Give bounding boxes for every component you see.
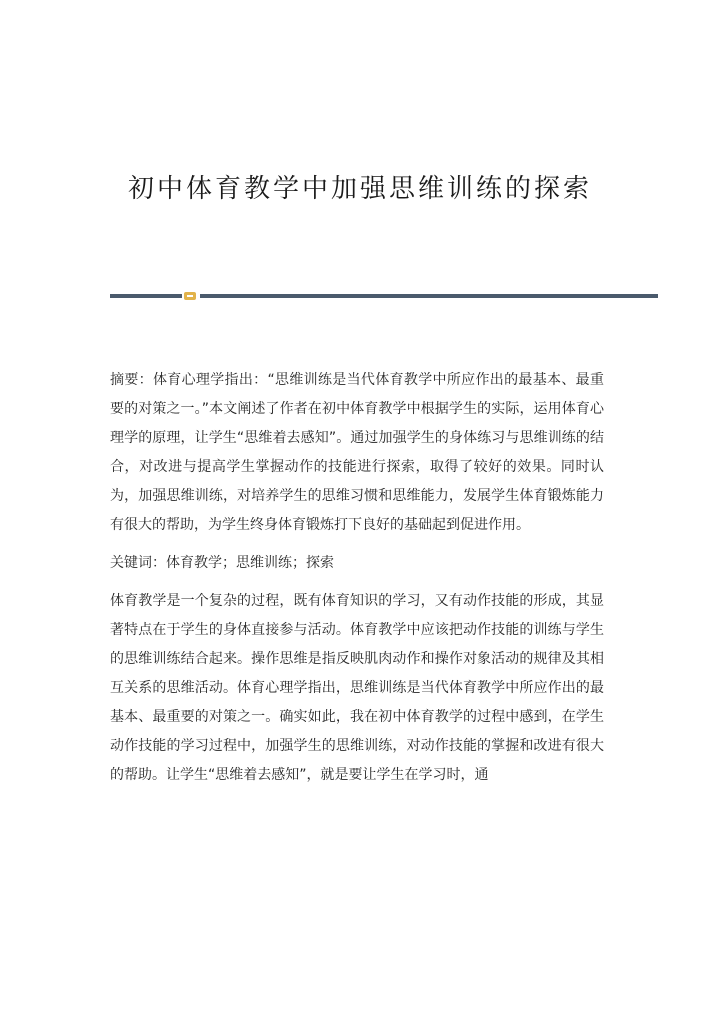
divider-ornament-icon bbox=[184, 292, 196, 300]
page-title: 初中体育教学中加强思维训练的探索 bbox=[127, 174, 592, 204]
divider-left-bar bbox=[110, 294, 182, 298]
body-paragraph: 体育教学是一个复杂的过程，既有体育知识的学习，又有动作技能的形成，其显著特点在于学生的身体直接参与活动。体育教学中应该把动作技能的训练与学生的思维训练结合起来。操作思维是指反映肌肉动作和操作对象活动的规律及其相互关系的思维活动。体育心理学指出，思维训练是当代体育教学中所应作出的最基本、最重要的对策之一。确实如此，我在初中体育教学的过程中感到，在学生动作技能的学习过程中，加强学生的思维训练，对动作技能的掌握和改进有很大的帮助。让学生“思维着去感知”，就是要让学生在学习时，通 bbox=[110, 593, 604, 783]
title-divider bbox=[110, 292, 658, 300]
document-body bbox=[110, 366, 604, 799]
divider-right-bar bbox=[200, 294, 658, 298]
keywords-line: 关键词：体育教学；思维训练；探索 bbox=[110, 555, 334, 571]
abstract-paragraph: 摘要：体育心理学指出：“思维训练是当代体育教学中所应作出的最基本、最重要的对策之一。”本文阐述了作者在初中体育教学中根据学生的实际，运用体育心理学的原理，让学生“思维着去感知”。通过加强学生的身体练习与思维训练的结合，对改进与提高学生掌握动作的技能进行探索，取得了较好的效果。同时认为，加强思维训练，对培养学生的思维习惯和思维能力，发展学生体育锻炼能力有很大的帮助，为学生终身体育锻炼打下良好的基础起到促进作用。 bbox=[110, 372, 604, 533]
